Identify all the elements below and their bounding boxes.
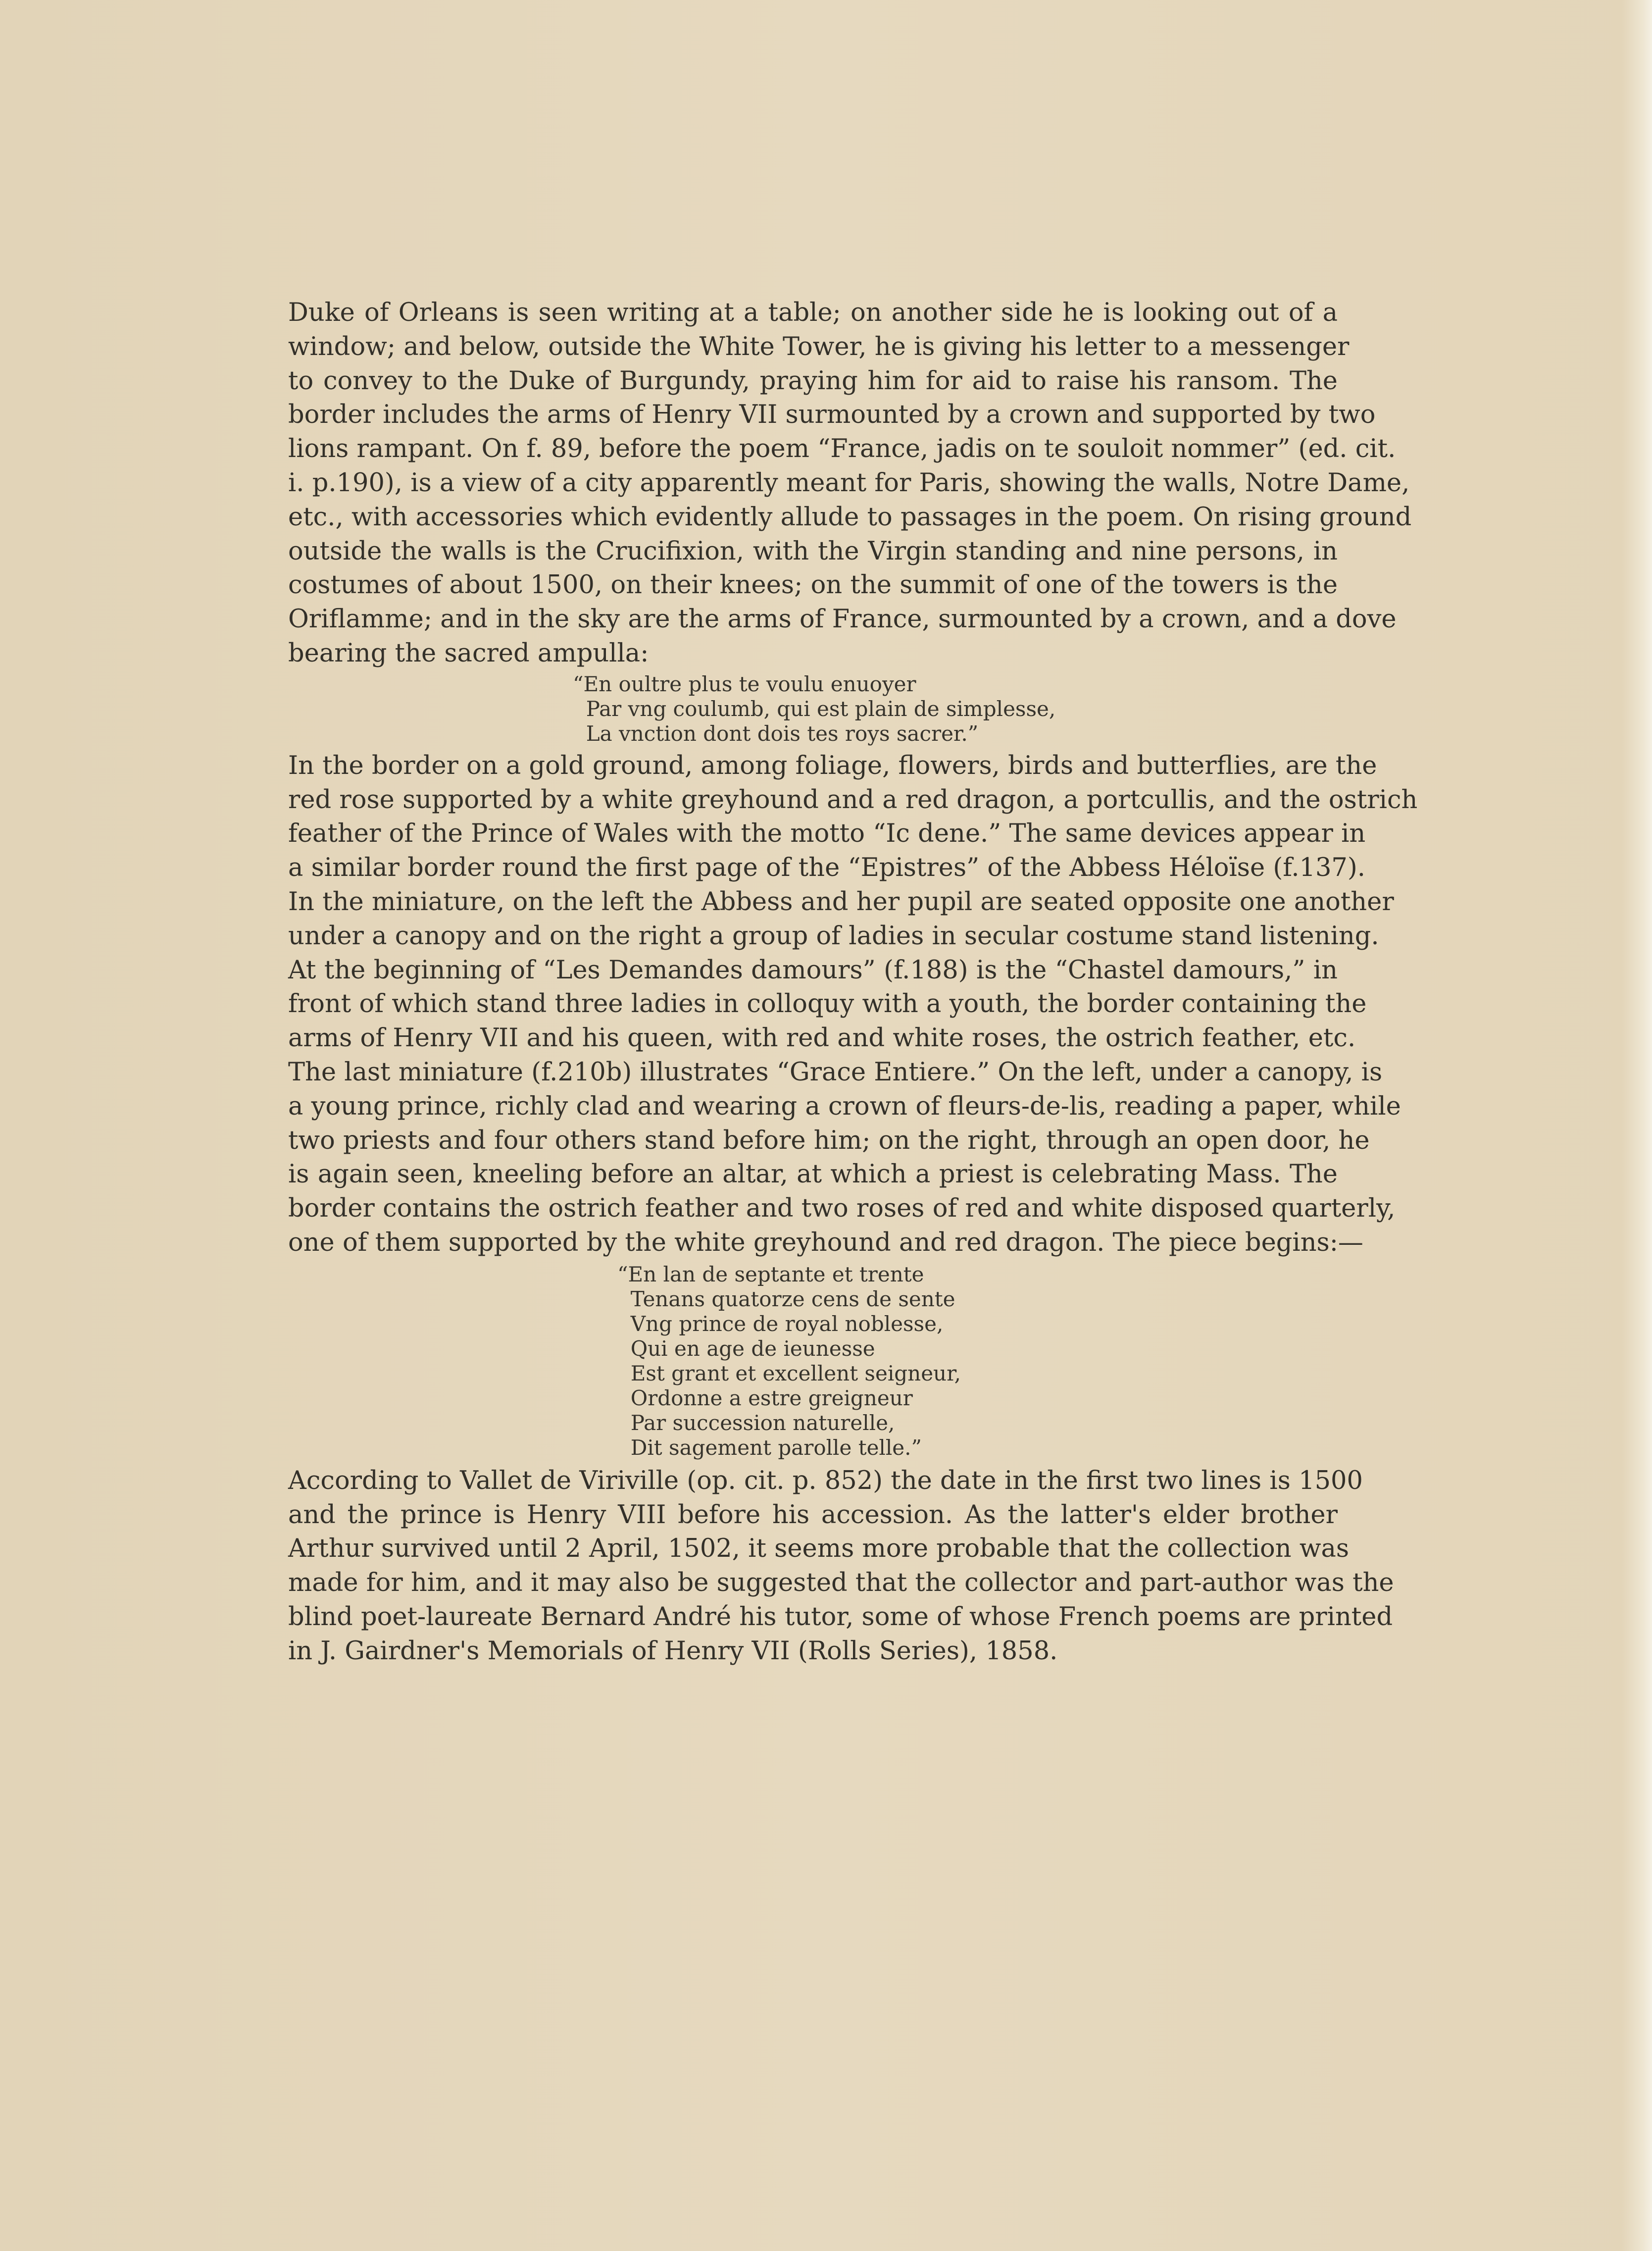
text-line: outside the walls is the Crucifixion, with the Virgin standing and nine persons, in <box>288 536 1338 566</box>
text-line: front of which stand three ladies in colloquy with a youth, the border containing the <box>288 989 1367 1019</box>
text-line: under a canopy and on the right a group of ladies in secular costume stand listening. <box>288 921 1379 951</box>
paragraph-1 <box>288 296 1412 671</box>
text-line: two priests and four others stand before him; on the right, through an open door, he <box>288 1126 1370 1155</box>
verse-line: Est grant et excellent seigneur, <box>617 1361 961 1385</box>
page-edge <box>1622 0 1652 2251</box>
text-line: blind poet-laureate Bernard André his tutor, some of whose French poems are printed <box>288 1602 1393 1632</box>
text-line: Arthur survived until 2 April, 1502, it seems more probable that the collection was <box>288 1534 1350 1564</box>
verse-line: La vnction dont dois tes roys sacrer.” <box>573 721 979 746</box>
text-line: etc., with accessories which evidently allude to passages in the poem. On rising ground <box>288 502 1412 532</box>
text-line: in J. Gairdner's Memorials of Henry VII (Rolls Series), 1858. <box>288 1636 1058 1666</box>
text-line: feather of the Prince of Wales with the motto “Ic dene.” The same devices appear in <box>288 819 1366 849</box>
verse-line: “En lan de septante et trente <box>617 1262 924 1286</box>
verse-quotation-2 <box>288 1262 1338 1460</box>
text-line: At the beginning of “Les Demandes damours” (f.188) is the “Chastel damours,” in <box>288 955 1338 985</box>
text-line: According to Vallet de Viriville (op. cit. p. 852) the date in the first two lines is 1500 <box>288 1466 1363 1495</box>
verse-line: Tenans quatorze cens de sente <box>617 1286 955 1311</box>
text-line: i. p.190), is a view of a city apparently meant for Paris, showing the walls, Notre Dame, <box>288 468 1410 498</box>
verse-quotation-1 <box>288 672 1338 746</box>
text-line: window; and below, outside the White Tower, he is giving his letter to a messenger <box>288 332 1350 361</box>
text-line: lions rampant. On f. 89, before the poem “France, jadis on te souloit nommer” (ed. cit. <box>288 434 1396 464</box>
text-line: Duke of Orleans is seen writing at a table; on another side he is looking out of a <box>288 298 1338 327</box>
text-line: arms of Henry VII and his queen, with red and white roses, the ostrich feather, etc. <box>288 1023 1356 1053</box>
text-line: red rose supported by a white greyhound and a red dragon, a portcullis, and the ostrich <box>288 785 1418 815</box>
verse-line: Par vng coulumb, qui est plain de simplesse, <box>573 696 1056 721</box>
body-text <box>288 296 1418 1669</box>
text-line: to convey to the Duke of Burgundy, praying him for aid to raise his ransom. The <box>288 366 1338 396</box>
text-line: is again seen, kneeling before an altar, at which a priest is celebrating Mass. The <box>288 1160 1338 1189</box>
verse-line: Vng prince de royal noblesse, <box>617 1311 944 1336</box>
verse-line: Ordonne a estre greigneur <box>617 1385 913 1410</box>
text-line: In the border on a gold ground, among foliage, flowers, birds and butterflies, are the <box>288 751 1377 780</box>
text-line: one of them supported by the white greyhound and red dragon. The piece begins:— <box>288 1228 1363 1257</box>
text-line: and the prince is Henry VIII before his accession. As the latter's elder brother <box>288 1500 1338 1530</box>
text-line: border includes the arms of Henry VII surmounted by a crown and supported by two <box>288 400 1376 430</box>
text-line: a young prince, richly clad and wearing a crown of fleurs-de-lis, reading a paper, while <box>288 1091 1401 1121</box>
text-line: made for him, and it may also be suggested that the collector and part-author was the <box>288 1568 1394 1598</box>
paragraph-3 <box>288 1464 1394 1669</box>
verse-line: Par succession naturelle, <box>617 1410 895 1435</box>
text-line: In the miniature, on the left the Abbess and her pupil are seated opposite one another <box>288 887 1394 917</box>
text-line: The last miniature (f.210b) illustrates “Grace Entiere.” On the left, under a canopy, is <box>288 1057 1383 1087</box>
text-line: a similar border round the first page of the “Epistres” of the Abbess Héloïse (f.137). <box>288 853 1365 883</box>
text-line: bearing the sacred ampulla: <box>288 638 649 668</box>
paragraph-2 <box>288 749 1418 1260</box>
text-line: costumes of about 1500, on their knees; on the summit of one of the towers is the <box>288 570 1338 600</box>
text-line: Oriflamme; and in the sky are the arms of France, surmounted by a crown, and a dove <box>288 605 1397 634</box>
verse-line: “En oultre plus te voulu enuoyer <box>573 671 916 696</box>
text-line: border contains the ostrich feather and two roses of red and white disposed quarterly, <box>288 1194 1396 1224</box>
verse-line: Dit sagement parolle telle.” <box>617 1435 922 1460</box>
verse-line: Qui en age de ieunesse <box>617 1336 875 1361</box>
